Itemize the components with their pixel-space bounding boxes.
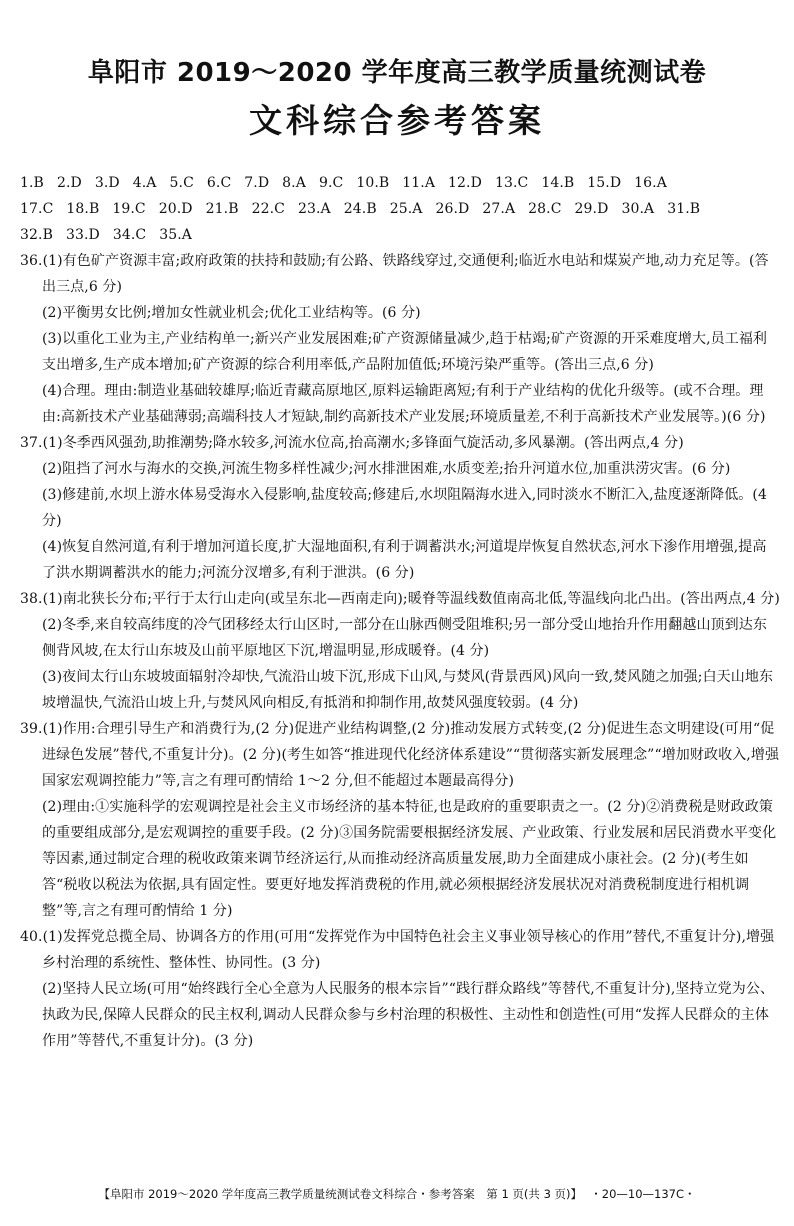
mc-answer: 26.D: [435, 201, 470, 217]
mc-answer: 21.B: [205, 201, 239, 217]
mc-row: [20, 196, 780, 222]
answer-paragraph: 39.(1)作用:合理引导生产和消费行为,(2 分)促进产业结构调整,(2 分)推动发展方式转变,(2 分)促进生态文明建设(可用“促进绿色发展”替代,不重复计分)。(2 分)(考生如答“推进现代化经济体系建设”“贯彻落实新发展理念”“增加财政收入,增强国家宏观调控能力”等,言之有理可酌情给 1～2 分,但不能超过本题最高得分): [20, 721, 780, 789]
mc-answer: 1.B: [20, 175, 44, 191]
mc-answer: 12.D: [448, 175, 482, 191]
question-40: [20, 924, 780, 1054]
exam-title: 阜阳市 2019～2020 学年度高三教学质量统测试卷: [87, 58, 707, 88]
question-38: [20, 586, 780, 716]
mc-answer: 31.B: [667, 201, 701, 217]
mc-answer: 22.C: [251, 201, 285, 217]
mc-answer: 35.A: [159, 227, 193, 243]
answer-paragraph: (3)夜间太行山东坡坡面辐射冷却快,气流沿山坡下沉,形成下山风,与焚风(背景西风)风向一致,焚风随之加强;白天山地东坡增温快,气流沿山坡上升,与焚风风向相反,有抵消和抑制作用,故焚风强度较弱。(4 分): [42, 669, 774, 711]
mc-answer: 34.C: [112, 227, 147, 243]
footer-code: ・20—10—137C・: [590, 1187, 696, 1201]
answer-paragraph: (2)冬季,来自较高纬度的冷气团移经太行山区时,一部分在山脉西侧受阻堆积;另一部分受山地抬升作用翻越山顶到达东侧背风坡,在太行山东坡及山前平原地区下沉,增温明显,形成暖脊。(4 分): [42, 617, 767, 659]
answer-paragraph: (2)坚持人民立场(可用“始终践行全心全意为人民服务的根本宗旨”“践行群众路线”等替代,不重复计分),坚持立党为公、执政为民,保障人民群众的民主权利,调动人民群众参与乡村治理的积极性、主动性和创造性(可用“发挥人民群众的主体作用”等替代,不重复计分)。(3 分): [42, 981, 775, 1049]
title-block: [0, 55, 794, 145]
mc-answer: 9.C: [318, 175, 344, 191]
mc-answer: 28.C: [528, 201, 562, 217]
mc-answer: 27.A: [482, 201, 516, 217]
mc-answer: 29.D: [574, 201, 609, 217]
multiple-choice-answers: [20, 170, 780, 248]
answer-paragraph: (2)阻挡了河水与海水的交换,河流生物多样性减少;河水排泄困难,水质变差;抬升河道水位,加重洪涝灾害。(6 分): [42, 461, 731, 477]
answer-content: [20, 170, 780, 1054]
answer-paragraph: 40.(1)发挥党总揽全局、协调各方的作用(可用“发挥党作为中国特色社会主义事业领导核心的作用”替代,不重复计分),增强乡村治理的系统性、整体性、协同性。(3 分): [20, 929, 775, 971]
mc-answer: 18.B: [66, 201, 100, 217]
answer-paragraph: (3)以重化工业为主,产业结构单一;新兴产业发展困难;矿产资源储量减少,趋于枯竭;矿产资源的开采难度增大,员工福利支出增多,生产成本增加;矿产资源的综合利用率低,产品附加值低;环境污染严重等。(答出三点,6 分): [42, 331, 768, 373]
footer-text: 【阜阳市 2019～2020 学年度高三教学质量统测试卷文科综合・参考答案 第 1 页(共 3 页)】: [98, 1187, 577, 1201]
mc-answer: 13.C: [494, 175, 529, 191]
mc-answer: 32.B: [20, 227, 53, 243]
mc-answer: 5.C: [169, 175, 194, 191]
question-36: [20, 248, 780, 430]
answer-paragraph: (3)修建前,水坝上游水体易受海水入侵影响,盐度较高;修建后,水坝阻隔海水进入,同时淡水不断汇入,盐度逐渐降低。(4 分): [42, 487, 767, 529]
mc-answer: 33.D: [65, 227, 100, 243]
mc-answer: 16.A: [634, 175, 667, 191]
question-39: [20, 716, 780, 924]
mc-answer: 19.C: [112, 201, 146, 217]
mc-answer: 10.B: [356, 175, 390, 191]
mc-answer: 14.B: [541, 175, 575, 191]
answer-paragraph: (4)合理。理由:制造业基础较雄厚;临近青藏高原地区,原料运输距离短;有利于产业结构的优化升级等。(或不合理。理由:高新技术产业基础薄弱;高端科技人才短缺,制约高新技术产业发展;环境质量差,不利于高新技术产业发展等。)(6 分): [42, 383, 766, 425]
mc-answer: 3.D: [94, 175, 120, 191]
page-footer: [0, 1186, 794, 1202]
answer-paragraph: 38.(1)南北狭长分布;平行于太行山走向(或呈东北—西南走向);暖脊等温线数值南高北低,等温线向北凸出。(答出两点,4 分): [20, 591, 780, 607]
mc-row: [20, 222, 780, 248]
mc-answer: 7.D: [244, 175, 270, 191]
mc-answer: 25.A: [389, 201, 423, 217]
mc-answer: 11.A: [402, 175, 436, 191]
answer-paragraph: 36.(1)有色矿产资源丰富;政府政策的扶持和鼓励;有公路、铁路线穿过,交通便利;临近水电站和煤炭产地,动力充足等。(答出三点,6 分): [20, 253, 769, 295]
answer-paragraph: (4)恢复自然河道,有利于增加河道长度,扩大湿地面积,有利于调蓄洪水;河道堤岸恢复自然状态,河水下渗作用增强,提高了洪水期调蓄洪水的能力;河流分汊增多,有利于泄洪。(6 分): [42, 539, 767, 581]
mc-answer: 4.A: [132, 175, 157, 191]
answer-paragraph: (2)理由:①实施科学的宏观调控是社会主义市场经济的基本特征,也是政府的重要职责之一。(2 分)②消费税是财政政策的重要组成部分,是宏观调控的重要手段。(2 分)③国务院需要根据经济发展、产业政策、行业发展和居民消费水平变化等因素,通过制定合理的税收政策来调节经济运行,从而推动经济高质量发展,助力全面建成小康社会。(2 分)(考生如答“税收以税法为依据,具有固定性。要更好地发挥消费税的作用,就必须根据经济发展状况对消费税制度进行相机调整”等,言之有理可酌情给 1 分): [42, 799, 777, 919]
mc-answer: 20.D: [158, 201, 193, 217]
mc-answer: 6.C: [206, 175, 232, 191]
answer-paragraph: (2)平衡男女比例;增加女性就业机会;优化工业结构等。(6 分): [42, 305, 421, 321]
question-37: [20, 430, 780, 586]
mc-row: [20, 170, 780, 196]
mc-answer: 8.A: [282, 175, 306, 191]
answer-key-title: 文科综合参考答案: [249, 101, 545, 140]
answer-paragraph: 37.(1)冬季西风强劲,助推潮势;降水较多,河流水位高,抬高潮水;多锋面气旋活动,多风暴潮。(答出两点,4 分): [20, 435, 684, 451]
mc-answer: 30.A: [621, 201, 655, 217]
mc-answer: 2.D: [56, 175, 82, 191]
mc-answer: 17.C: [20, 201, 54, 217]
mc-answer: 24.B: [343, 201, 377, 217]
mc-answer: 23.A: [297, 201, 331, 217]
mc-answer: 15.D: [587, 175, 622, 191]
